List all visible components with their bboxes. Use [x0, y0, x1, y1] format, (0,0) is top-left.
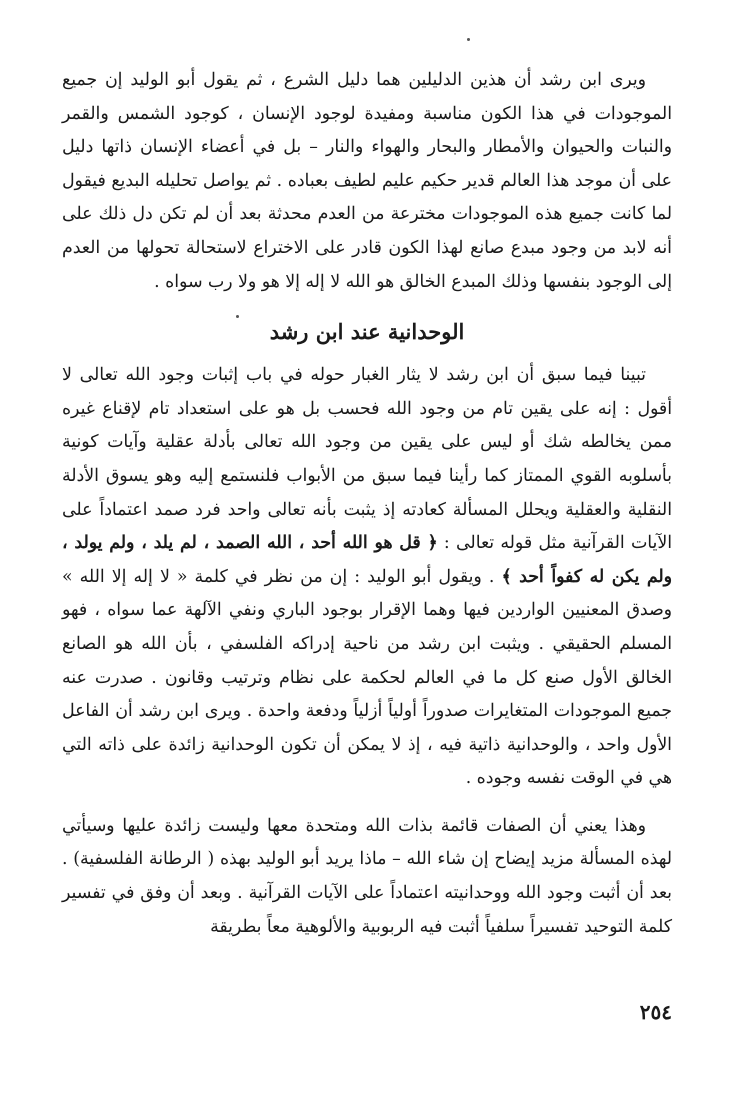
- paragraph-1: ويرى ابن رشد أن هذين الدليلين هما دليل الشرع ، ثم يقول أبو الوليد إن جميع الموجودات في هذا الكون مناسبة ومفيدة لوجود الإنسان ، كوجود الشمس والقمر والنبات والحيوان والأمطار والبحار والهواء والنار – بل في أعضاء الإنسان ذاتها دليل على أن موجد هذا العالم قدير حكيم عليم لطيف بعباده . ثم يواصل تحليله البديع فيقول لما كانت جميع هذه الموجودات مخترعة من العدم محدثة بعد أن لم تكن دل ذلك على أنه لابد من وجود مبدع صانع لهذا الكون قادر على الاختراع لاستحالة تحولها من العدم إلى الوجود بنفسها وذلك المبدع الخالق هو الله لا إله إلا هو ولا رب سواه .: [62, 70, 672, 292]
- quran-quote: ﴿ قل هو الله أحد ، الله الصمد ، لم يلد ، ولم يولد ، ولم يكن له كفواً أحد ﴾: [62, 533, 672, 587]
- print-speck: [236, 315, 239, 318]
- paragraph-2: [62, 359, 672, 796]
- print-speck: [467, 38, 470, 41]
- page-number: ٢٥٤: [639, 1000, 672, 1024]
- paragraph-3: وهذا يعني أن الصفات قائمة بذات الله ومتحدة معها وليست زائدة عليها وسيأتي لهذه المسألة مزيد إيضاح إن شاء الله – ماذا يريد أبو الوليد بهذه ( الرطانة الفلسفية) . بعد أن أثبت وجود الله ووحدانيته اعتماداً على الآيات القرآنية . وبعد أن وفق في تفسير كلمة التوحيد تفسيراً سلفياً أثبت فيه الربوبية والألوهية معاً بطريقة: [62, 815, 672, 937]
- page-body: [62, 64, 672, 944]
- paragraph-2-part-1: تبينا فيما سبق أن ابن رشد لا يثار الغبار حوله في باب إثبات وجود الله تعالى لا أقول : إنه على يقين تام من وجود الله فحسب بل هو على استعداد تام لإقناع غيره ممن يخالطه شك أو ليس على يقين من وجود الله تعالى بأدلة عقلية وآيات كونية بأسلوبه القوي الممتاز كما رأينا فيما سبق من الأبواب فلنستمع إليه وهو يسوق الأدلة النقلية والعقلية ويحلل المسألة كعادته إذ يثبت بأنه تعالى واحد فرد صمد اعتماداً على الآيات القرآنية مثل قوله تعالى :: [62, 365, 672, 554]
- paragraph-2-part-2: . ويقول أبو الوليد : إن من نظر في كلمة « لا إله إلا الله » وصدق المعنيين الواردين فيها وهما الإقرار بوجود الباري ونفي الآلهة عما سواه ، فهو المسلم الحقيقي . ويثبت ابن رشد من ناحية إدراكه الفلسفي ، بأن الله هو الصانع الخالق الأول صنع كل ما في العالم لحكمة على نظام وترتيب وقانون . صدرت عنه جميع الموجودات المتغايرات صدوراً أولياً أزلياً ودفعة واحدة . ويرى ابن رشد أن الفاعل الأول واحد ، والوحدانية ذاتية فيه ، إذ لا يمكن أن تكون الوحدانية زائدة على ذاته التي هي في الوقت نفسه وجوده .: [62, 566, 672, 789]
- section-heading: الوحدانية عند ابن رشد: [269, 319, 465, 345]
